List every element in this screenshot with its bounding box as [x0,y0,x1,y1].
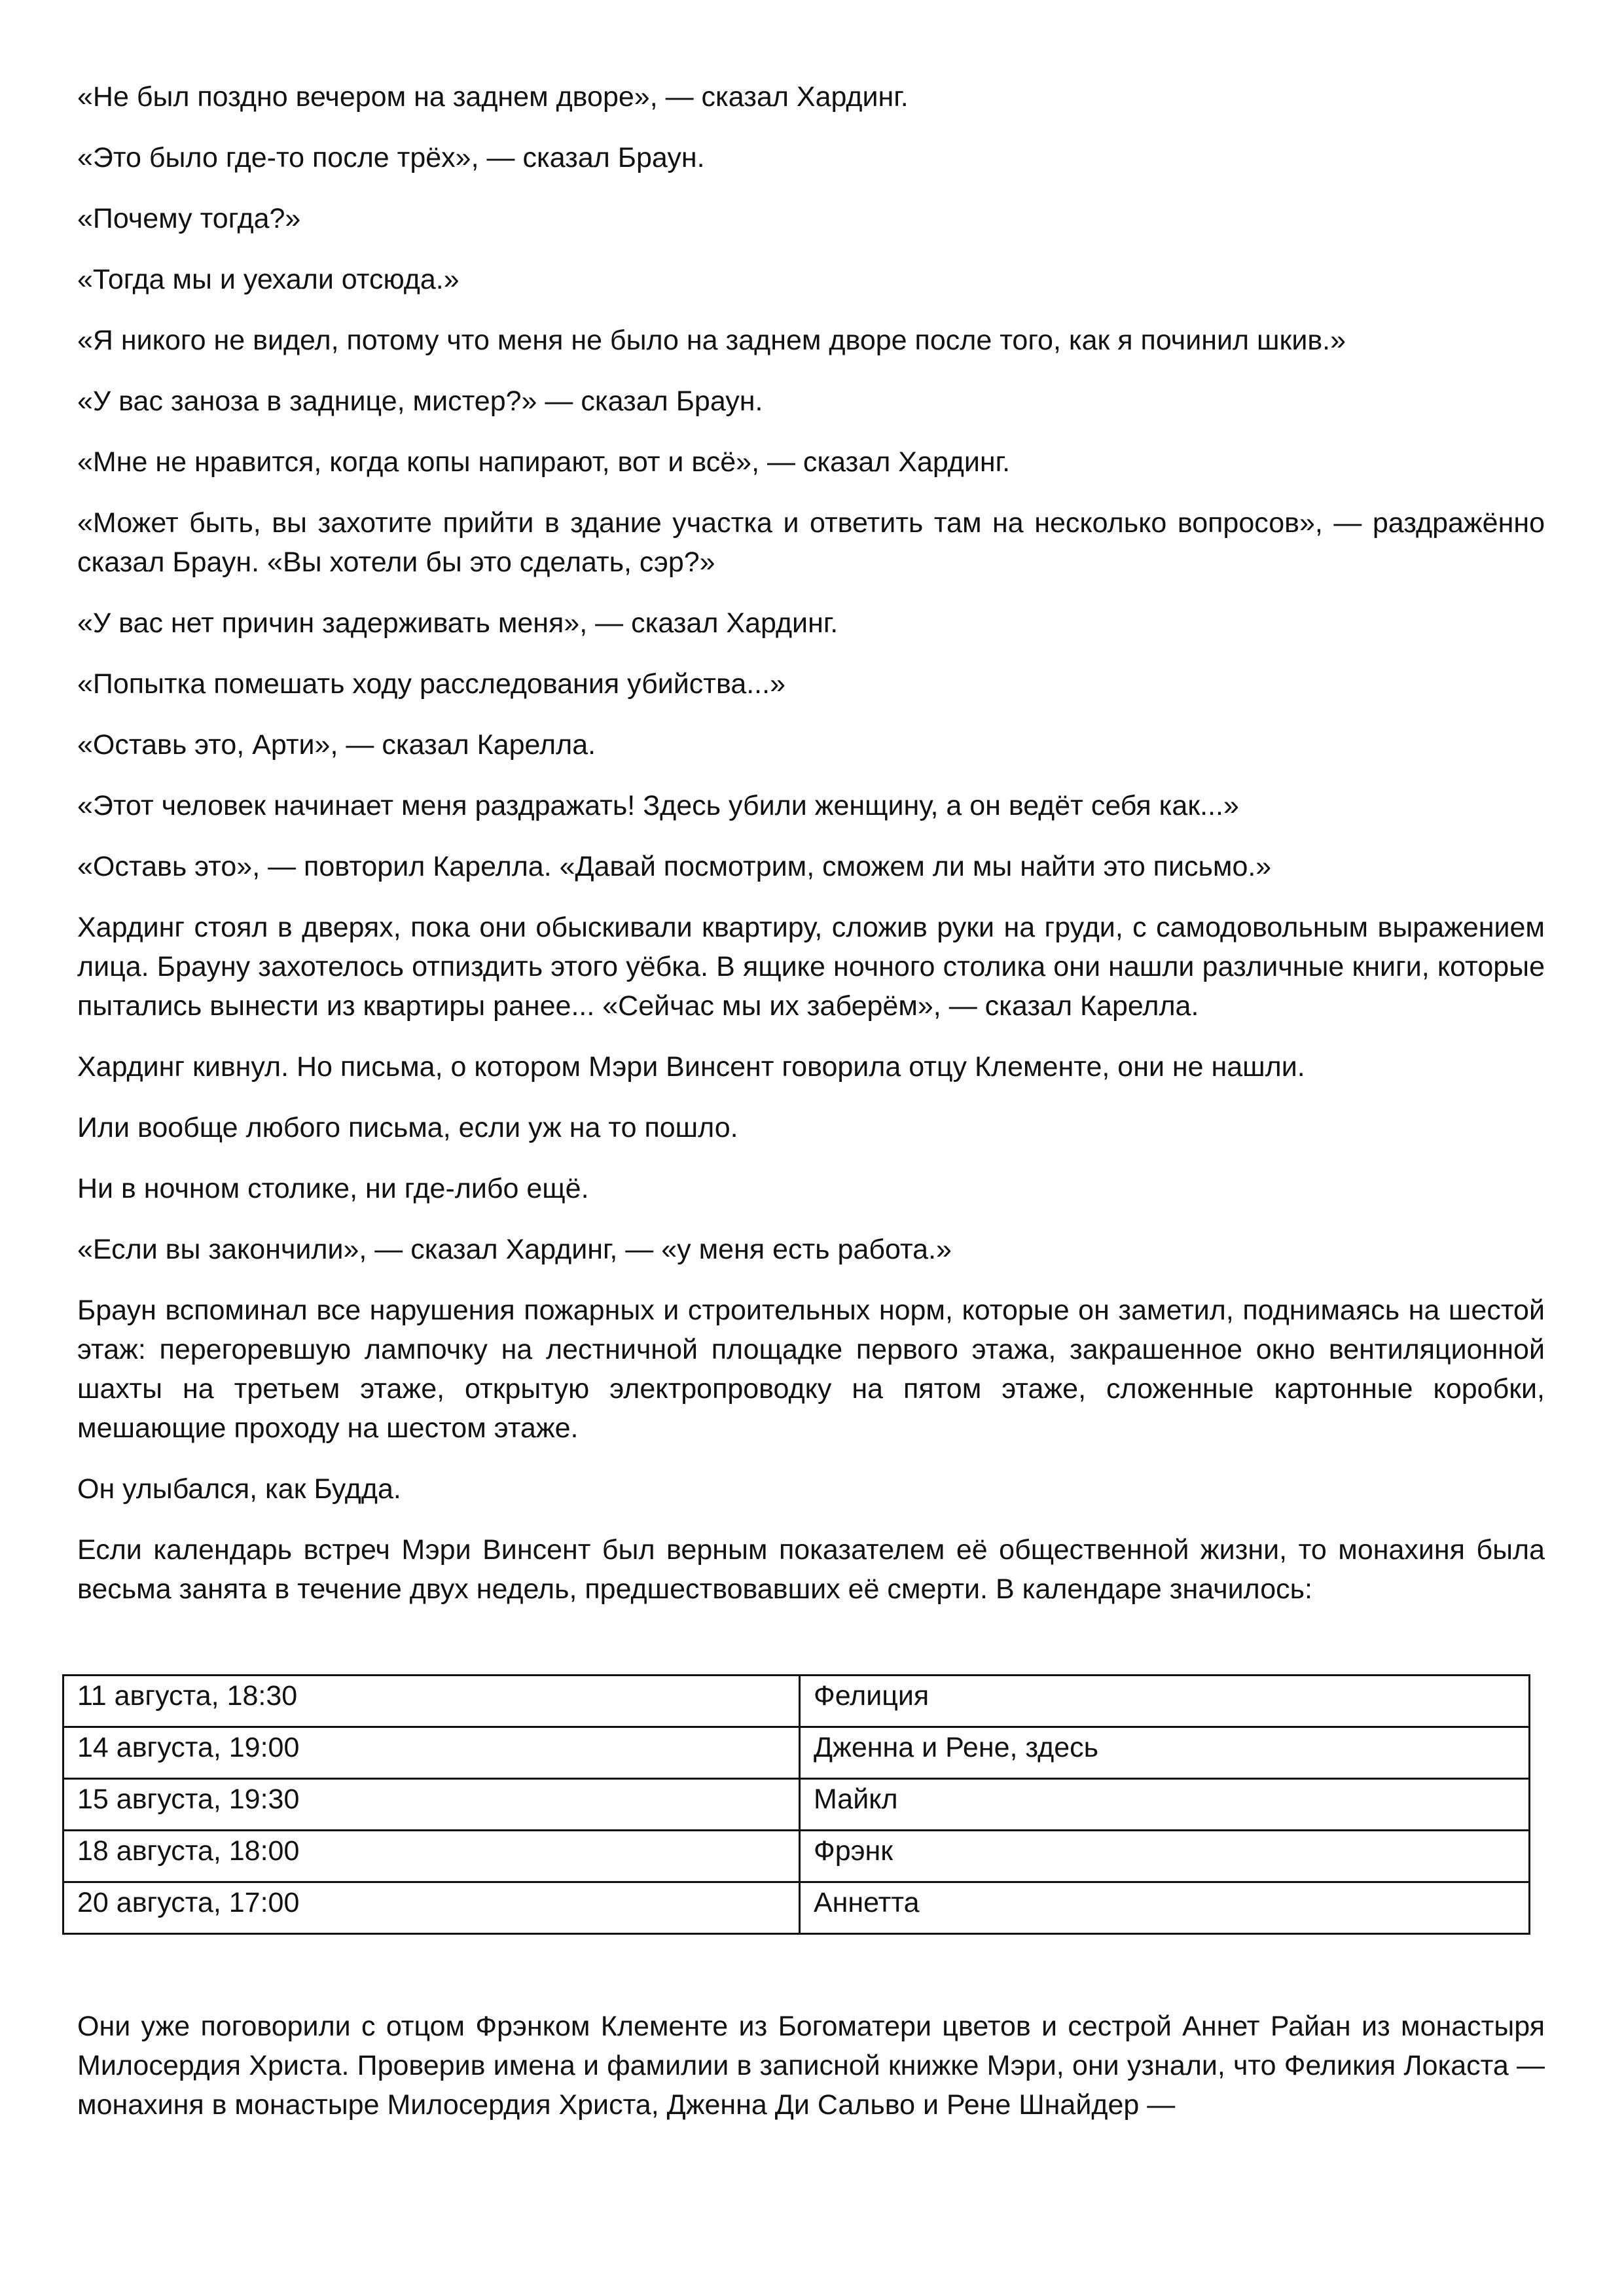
appointment-datetime-cell: 18 августа, 18:00 [63,1831,800,1882]
table-row [63,1831,1530,1882]
paragraph: Ни в ночном столике, ни где-либо ещё. [77,1173,589,1204]
paragraph: «Если вы закончили», — сказал Хардинг, — «у меня есть работа.» [77,1234,952,1265]
paragraph: «Может быть, вы захотите прийти в здание участка и ответить там на несколько вопросов», — раздражённо сказал Браун. «Вы хотели бы это сделать, сэр?» [77,507,1545,578]
paragraph: Хардинг кивнул. Но письма, о котором Мэри Винсент говорила отцу Клементе, они не нашли. [77,1051,1305,1083]
paragraph: «Попытка помешать ходу расследования убийства...» [77,668,785,700]
paragraph: Браун вспоминал все нарушения пожарных и строительных норм, которые он заметил, поднимаясь на шестой этаж: перегоревшую лампочку на лестничной площадке первого этажа, закрашенное окно вентиляционной шахты на третьем этаже, открытую электропроводку на пятом этаже, сложенные картонные коробки, мешающие проходу на шестом этаже. [77,1295,1545,1444]
paragraph: «Я никого не видел, потому что меня не было на заднем дворе после того, как я починил шкив.» [77,325,1346,356]
paragraph: «Тогда мы и уехали отсюда.» [77,264,460,295]
table-row [63,1779,1530,1831]
table-row [63,1727,1530,1779]
appointment-datetime-cell: 20 августа, 17:00 [63,1882,800,1934]
paragraph: «Не был поздно вечером на заднем дворе», — сказал Хардинг. [77,81,909,113]
appointment-person-cell: Дженна и Рене, здесь [800,1727,1530,1779]
calendar-table [62,1674,1530,1935]
paragraph: Если календарь встреч Мэри Винсент был верным показателем её общественной жизни, то монахиня была весьма занята в течение двух недель, предшествовавших её смерти. В календаре значилось: [77,1534,1545,1605]
paragraph: «Мне не нравится, когда копы напирают, вот и всё», — сказал Хардинг. [77,446,1011,478]
paragraph: Они уже поговорили с отцом Фрэнком Клементе из Богоматери цветов и сестрой Аннет Райан из монастыря Милосердия Христа. Проверив имена и фамилии в записной книжке Мэри, они узнали, что Феликия Локаста — монахиня в монастыре Милосердия Христа, Дженна Ди Сальво и Рене Шнайдер — [77,2011,1545,2121]
paragraph: Или вообще любого письма, если уж на то пошло. [77,1112,738,1143]
paragraph: «Почему тогда?» [77,203,301,234]
appointment-person-cell: Фелиция [800,1676,1530,1727]
document-page [77,77,1545,2146]
appointment-person-cell: Фрэнк [800,1831,1530,1882]
paragraph: Он улыбался, как Будда. [77,1473,401,1505]
text-before-table [77,77,1545,1609]
paragraph: «У вас нет причин задерживать меня», — сказал Хардинг. [77,607,839,639]
paragraph: «Этот человек начинает меня раздражать! Здесь убили женщину, а он ведёт себя как...» [77,790,1239,821]
calendar-table-wrapper [62,1674,1545,1935]
appointment-person-cell: Майкл [800,1779,1530,1831]
appointment-person-cell: Аннетта [800,1882,1530,1934]
paragraph: «Оставь это, Арти», — сказал Карелла. [77,729,596,761]
table-row [63,1882,1530,1934]
paragraph: «У вас заноза в заднице, мистер?» — сказал Браун. [77,386,763,417]
paragraph: «Оставь это», — повторил Карелла. «Давай посмотрим, сможем ли мы найти это письмо.» [77,851,1272,882]
table-row [63,1676,1530,1727]
appointment-datetime-cell: 14 августа, 19:00 [63,1727,800,1779]
paragraph: Хардинг стоял в дверях, пока они обыскивали квартиру, сложив руки на груди, с самодовольным выражением лица. Брауну захотелось отпиздить этого уёбка. В ящике ночного столика они нашли различные книги, которые пытались вынести из квартиры ранее... «Сейчас мы их заберём», — сказал Карелла. [77,912,1545,1022]
paragraph: «Это было где-то после трёх», — сказал Браун. [77,142,705,173]
appointment-datetime-cell: 15 августа, 19:30 [63,1779,800,1831]
text-after-table [77,2007,1545,2125]
appointment-datetime-cell: 11 августа, 18:30 [63,1676,800,1727]
